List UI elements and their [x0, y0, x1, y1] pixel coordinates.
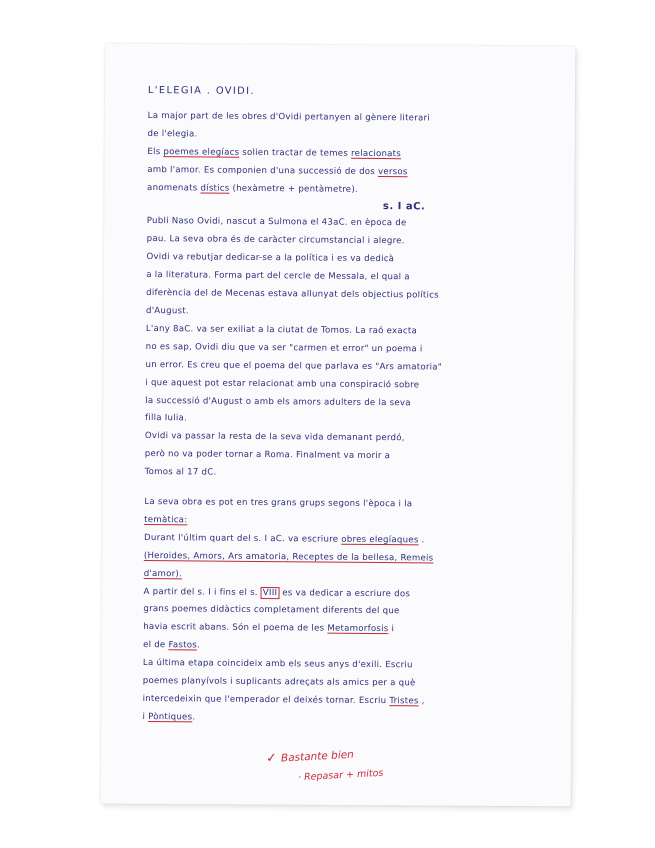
text-line: el de Fastos. — [143, 640, 201, 651]
text-line: un error. Es creu que el poema del que parlava es "Ars amatoria" — [145, 359, 443, 373]
text-line: d'amor). — [143, 568, 183, 579]
text-line: Durant l'últim quart del s. I aC. va escriure obres elegíaques . — [143, 532, 425, 546]
text-line: a la literatura. Forma part del cercle de Messala, el qual a — [146, 270, 410, 283]
date-heading: s. I aC. — [382, 201, 426, 213]
text-line: però no va poder tornar a Roma. Finalment va morir a — [144, 449, 391, 462]
text-line: A partir del s. I i fins el s. VIII es va dedicar a escriure dos — [143, 586, 411, 599]
text-line: i Pòntiques. — [142, 711, 196, 723]
text-line: filla Iulia. — [145, 413, 188, 424]
text-line: poemes planyívols i suplicants adreçats als amics per a què — [142, 676, 416, 689]
text-line: havia escrit abans. Són el poema de les Metamorfosis i — [143, 622, 395, 635]
checkmark-icon: ✓ — [265, 750, 278, 767]
handwritten-text — [142, 82, 540, 730]
text-line: diferència del de Mecenas estava allunyat dels objectius polítics — [146, 288, 439, 301]
text-line: de l'elegia. — [147, 128, 198, 140]
text-line: Els poemes elegíacs solien tractar de temes relacionats — [147, 146, 402, 159]
text-line: la successió d'August o amb els amors adulters de la seva — [145, 395, 411, 408]
text-line: Ovidi va rebutjar dedicar-se a la política i es va dedicà — [146, 252, 395, 265]
text-line: pau. La seva obra és de caràcter circumstancial i alegre. — [146, 234, 405, 247]
text-line: grans poemes didàctics completament diferents del que — [143, 604, 400, 617]
text-line: i que aquest pot estar relacionat amb una conspiració sobre — [145, 377, 420, 390]
text-line: Publi Naso Ovidi, nascut a Sulmona el 43aC. en època de — [146, 216, 407, 229]
text-line: L'any 8aC. va ser exiliat a la ciutat de Tomos. La raó exacta — [145, 323, 418, 337]
text-line: Tomos al 17 dC. — [144, 467, 217, 478]
text-line: anomenats dístics (hexàmetre + pentàmetre). — [147, 182, 358, 195]
text-line: d'August. — [145, 305, 189, 317]
text-line: La última etapa coincideix amb els seus anys d'exili. Escriu — [142, 658, 413, 671]
text-line: no es sap, Ovidi diu que va ser "carmen et error" un poema i — [145, 341, 423, 355]
text-line: La major part de les obres d'Ovidi pertanyen al gènere literari — [147, 110, 431, 124]
text-line: intercedeixin que l'emperador el deixés tornar. Escriu Tristes , — [142, 693, 425, 707]
text-line: (Heroides, Amors, Ars amatoria, Receptes de la bellesa, Remeis — [143, 550, 434, 564]
text-line: La seva obra es pot en tres grans grups segons l'època i la — [144, 497, 413, 510]
text-line: temàtica: — [144, 514, 188, 526]
teacher-note: · Repasar + mitos — [297, 767, 384, 784]
page-title: L'ELEGIA . OVIDI. — [147, 84, 255, 97]
text-line: Ovidi va passar la resta de la seva vida demanant perdó, — [144, 431, 405, 444]
text-line: amb l'amor. Es componien d'una successió de dos versos — [147, 164, 408, 177]
grade-comment: Bastante bien — [280, 748, 355, 765]
